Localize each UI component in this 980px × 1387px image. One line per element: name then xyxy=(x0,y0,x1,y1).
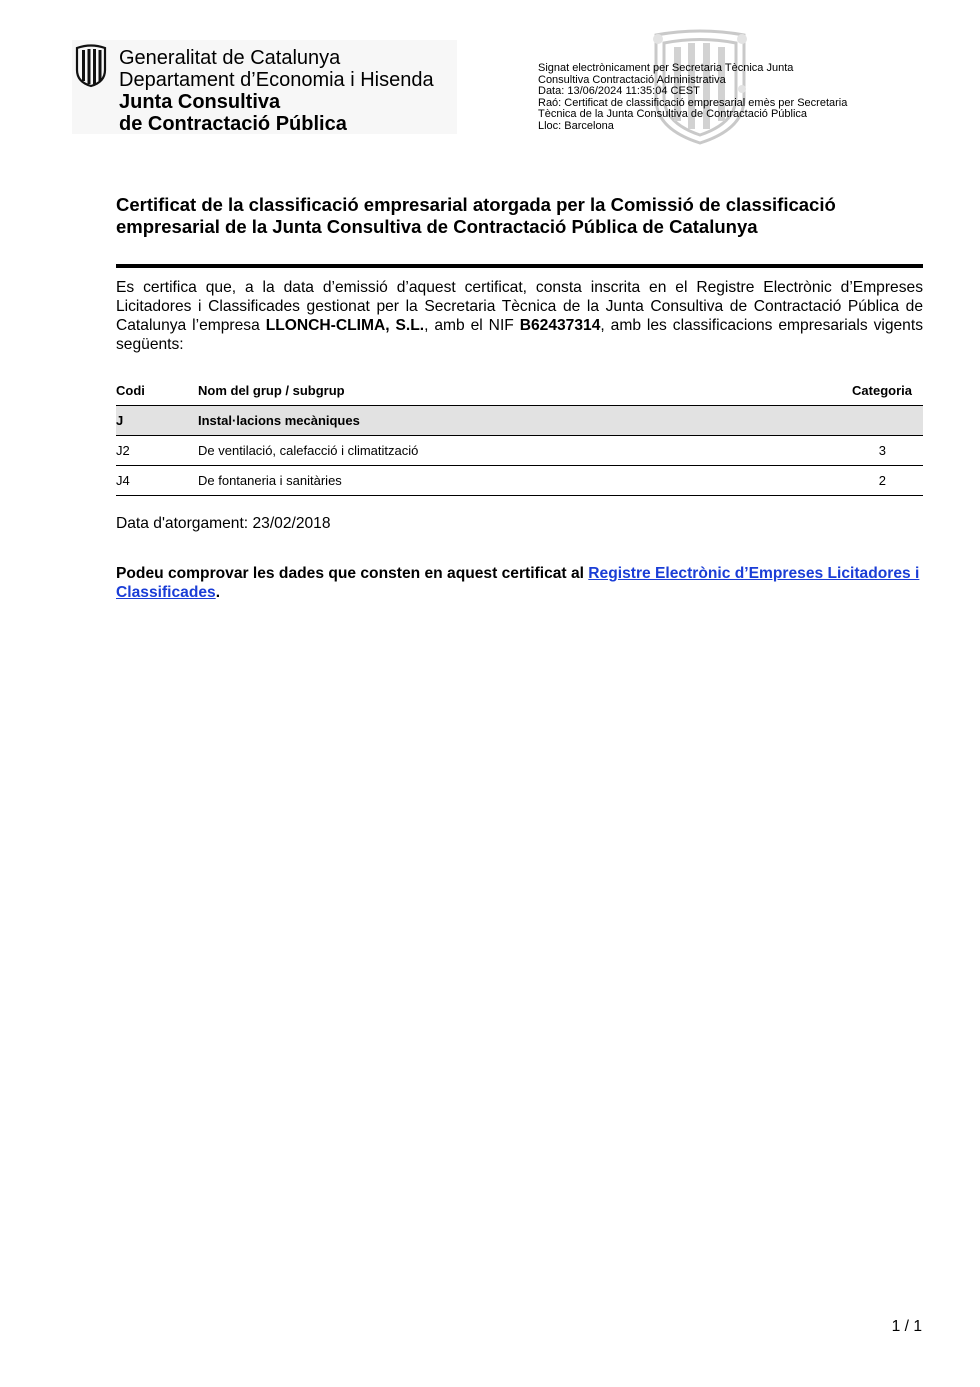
header-name: Nom del grup / subgrup xyxy=(198,383,345,398)
signature-line: Consultiva Contractació Administrativa xyxy=(538,73,726,86)
certification-paragraph xyxy=(116,278,923,354)
company-nif: B62437314 xyxy=(519,317,601,334)
row-code: J4 xyxy=(116,473,130,488)
row-name: De fontaneria i sanitàries xyxy=(198,473,342,488)
intro-text: , amb les classificacions empresarials vigents següents: xyxy=(116,317,923,353)
registry-link[interactable]: Registre Electrònic d’Empreses Licitadores i Classificades xyxy=(116,565,920,601)
classification-table xyxy=(116,380,923,496)
grant-date: Data d'atorgament: 23/02/2018 xyxy=(116,515,331,532)
signature-reason: Raó: Certificat de classificació empresarial emès per Secretaria xyxy=(538,96,848,109)
page-number: 1 / 1 xyxy=(891,1318,922,1335)
logo-generalitat: Generalitat de Catalunya xyxy=(119,47,341,69)
intro-text: Es certifica que, a la data d’emissió d’aquest certificat, consta inscrita en el Registre Electrònic d’Empreses Licitadores i Classificades gestionat per la Secretaria Tècnica de la Junta Consultiva de Contractació Pública de Catalunya l’empresa xyxy=(116,279,923,334)
logo-junta: Junta Consultiva xyxy=(119,91,281,113)
catalan-emblem-icon xyxy=(74,44,108,88)
row-category: 2 xyxy=(878,473,886,488)
signature-line: Tècnica de la Junta Consultiva de Contractació Pública xyxy=(538,108,808,121)
group-name: Instal·lacions mecàniques xyxy=(198,413,360,428)
group-code: J xyxy=(116,413,124,428)
verify-text: Podeu comprovar les dades que consten en aquest certificat al xyxy=(116,565,589,582)
title-divider xyxy=(116,264,923,268)
verification-notice xyxy=(116,564,923,602)
header-category: Categoria xyxy=(852,383,912,398)
document-title: Certificat de la classificació empresarial atorgada per la Comissió de classificació empresarial de la Junta Consultiva de Contractació Pública de Catalunya xyxy=(116,194,836,237)
intro-text: , amb el NIF xyxy=(424,317,520,334)
logo-department: Departament d’Economia i Hisenda xyxy=(119,69,434,91)
signature-place: Lloc: Barcelona xyxy=(538,119,614,132)
table-row xyxy=(116,436,923,466)
row-name: De ventilació, calefacció i climatització xyxy=(198,443,419,458)
electronic-signature xyxy=(538,63,878,133)
row-code: J2 xyxy=(116,443,130,458)
company-name: LLONCH-CLIMA, S.L. xyxy=(265,317,425,334)
logo-contractacio: de Contractació Pública xyxy=(119,113,347,135)
signature-line: Signat electrònicament per Secretaria Tècnica Junta xyxy=(538,62,794,74)
table-header-row xyxy=(116,380,923,406)
table-group-row xyxy=(116,406,923,436)
header-code: Codi xyxy=(116,383,145,398)
row-category: 3 xyxy=(878,443,886,458)
table-row xyxy=(116,466,923,496)
verify-end: . xyxy=(215,584,221,601)
signature-date: Data: 13/06/2024 11:35:04 CEST xyxy=(538,85,700,98)
